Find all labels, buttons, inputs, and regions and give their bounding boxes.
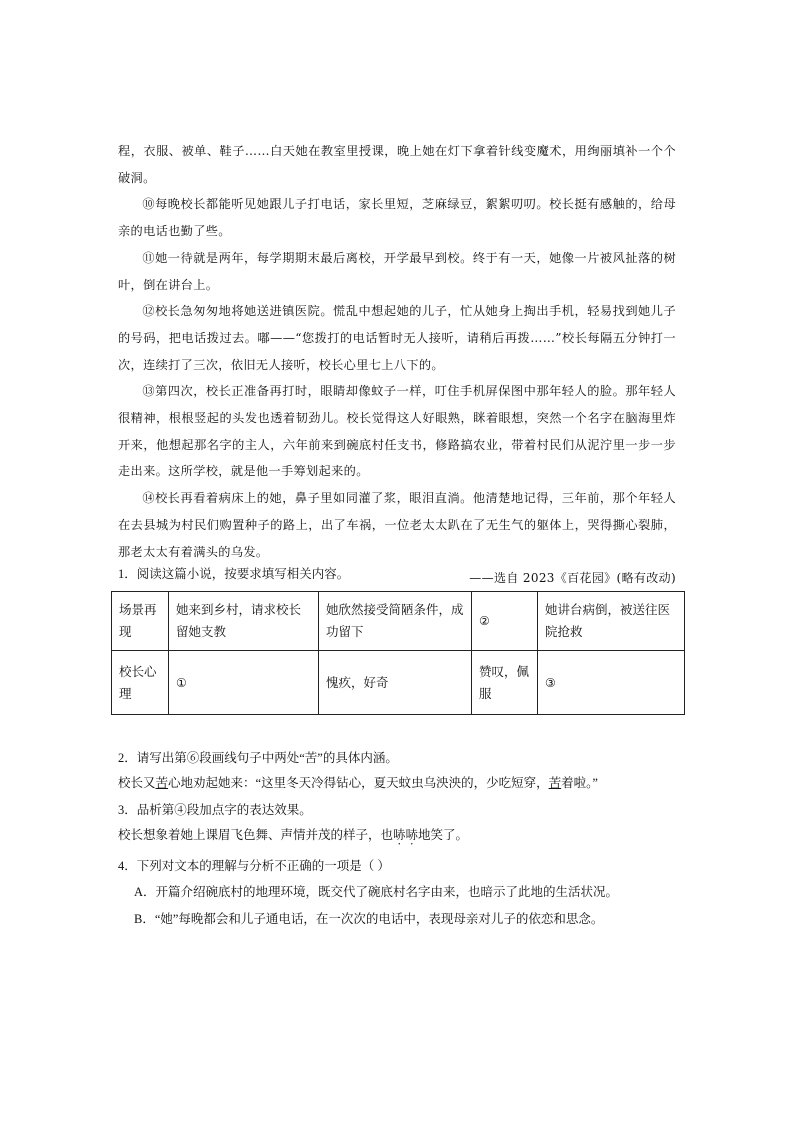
quote-underlined: 苦 bbox=[548, 776, 562, 790]
quote-text: 地笑了。 bbox=[418, 828, 469, 842]
table-cell: 她欣然接受简陋条件，成功留下 bbox=[319, 592, 472, 651]
story-paragraph-12: ⑫校长急匆匆地将她送进镇医院。慌乱中想起她的儿子，忙从她身上掏出手机，轻易找到她儿子的号码，把电话拨过去。嘟——“您拨打的电话暂时无人接听，请稍后再拨……”校长每隔五分钟打一次，连续打了三次，依旧无人接听，校长心里七上八下的。 bbox=[118, 304, 676, 372]
quote-text: 校长想象着她上课眉飞色舞、声情并茂的样子，也 bbox=[118, 828, 394, 842]
story-source: ——选自 2023《百花园》(略有改动) bbox=[469, 571, 676, 586]
quote-underlined: 苦 bbox=[155, 776, 169, 790]
table-header-mind: 校长心理 bbox=[112, 651, 169, 715]
table-blank-3: ③ bbox=[538, 651, 685, 715]
table-row bbox=[112, 651, 685, 715]
table-cell: 她来到乡村，请求校长留她支教 bbox=[169, 592, 319, 651]
story-paragraph-9-end: 程，衣服、被单、鞋子……白天她在教室里授课，晚上她在灯下拿着针线变魔术，用绚丽填补一个个破洞。 bbox=[118, 144, 676, 185]
story-paragraph-11: ⑪她一待就是两年，每学期期末最后离校，开学最早到校。终于有一天，她像一片被风扯落的树叶，倒在讲台上。 bbox=[118, 250, 676, 292]
question-3: 3．品析第④段加点字的表达效果。 bbox=[118, 803, 312, 817]
quote-text: 着啦。” bbox=[561, 776, 598, 790]
quote-text: 校长又 bbox=[118, 776, 156, 790]
option-a: A．开篇介绍碗底村的地理环境，既交代了碗底村名字由来，也暗示了此地的生活状况。 bbox=[134, 885, 619, 899]
table-blank-1: ① bbox=[169, 651, 319, 715]
table-header-scene: 场景再现 bbox=[112, 592, 169, 651]
scene-table bbox=[111, 591, 685, 715]
story-paragraph-13: ⑬第四次，校长正准备再打时，眼睛却像蚊子一样，叮住手机屏保图中那年轻人的脸。那年轻人很精神，根根竖起的头发也透着韧劲儿。校长觉得这人好眼熟，眯着眼想，突然一个名字在脑海里炸开来，他想起那名字的主人，六年前来到碗底村任支书，修路搞农业，带着村民们从泥泞里一步一步走出来。这所学校，就是他一手筹划起来的。 bbox=[118, 384, 676, 479]
quote-dotted: 哧哧 bbox=[393, 828, 419, 842]
table-cell: 赞叹，佩服 bbox=[472, 651, 538, 715]
table-blank-2: ② bbox=[472, 592, 538, 651]
question-4: 4．下列对文本的理解与分析不正确的一项是（ ） bbox=[118, 859, 390, 873]
story-text bbox=[118, 138, 676, 592]
questions-area bbox=[118, 564, 698, 584]
quote-text: 心地劝起她来：“这里冬天冷得钻心，夏天蚊虫乌泱泱的，少吃短穿， bbox=[168, 776, 549, 790]
question-3-quote bbox=[118, 825, 698, 848]
option-b: B．“她”每晚都会和儿子通电话，在一次次的电话中，表现母亲对儿子的依恋和思念。 bbox=[134, 912, 604, 926]
question-2-quote bbox=[118, 773, 698, 793]
table-cell: 愧疚，好奇 bbox=[319, 651, 472, 715]
story-paragraph-14: ⑭校长再看着病床上的她，鼻子里如同灌了浆，眼泪直淌。他清楚地记得，三年前，那个年轻人在去县城为村民们购置种子的路上，出了车祸，一位老太太趴在了无生气的躯体上，哭得撕心裂肺，那老太太有着满头的乌发。 bbox=[118, 491, 676, 559]
story-paragraph-10: ⑩每晚校长都能听见她跟儿子打电话，家长里短，芝麻绿豆，絮絮叨叨。校长挺有感触的，给母亲的电话也勤了些。 bbox=[118, 197, 676, 239]
table-cell: 她讲台病倒，被送往医院抢救 bbox=[538, 592, 685, 651]
question-1: 1．阅读这篇小说，按要求填写相关内容。 bbox=[118, 567, 350, 581]
question-2: 2．请写出第⑥段画线句子中两处“苦”的具体内涵。 bbox=[118, 751, 398, 765]
table-row bbox=[112, 592, 685, 651]
questions-area-lower bbox=[118, 748, 698, 929]
